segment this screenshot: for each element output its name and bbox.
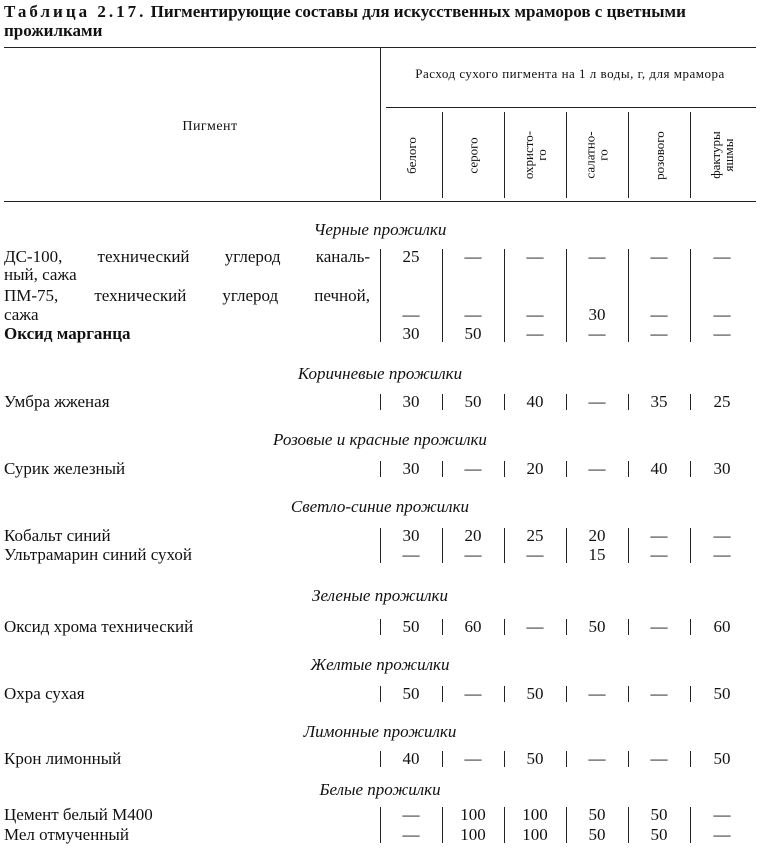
section-title: Розовые и красные прожилки	[273, 430, 487, 449]
column-separator	[628, 394, 629, 410]
value-cell: —	[588, 684, 606, 703]
column-header-label: розового	[651, 130, 667, 180]
section-title: Коричневые прожилки	[297, 364, 463, 383]
column-separator	[442, 686, 443, 702]
section-title: Лимонные прожилки	[303, 722, 457, 741]
column-separator	[380, 528, 381, 563]
value-cell: 30	[402, 526, 420, 545]
value-cell: —	[402, 545, 420, 564]
column-separator	[628, 807, 629, 843]
column-separator	[442, 807, 443, 843]
column-header	[692, 112, 752, 198]
value-cell: —	[526, 324, 544, 343]
value-cell: 30	[588, 305, 606, 324]
value-cell: 20	[526, 459, 544, 478]
column-separator	[380, 751, 381, 767]
value-cell: 50	[464, 392, 482, 411]
value-cell: 15	[588, 545, 606, 564]
value-cell: —	[464, 684, 482, 703]
column-separator	[690, 686, 691, 702]
column-separator	[566, 619, 567, 635]
column-header	[629, 112, 689, 198]
column-divider	[690, 112, 691, 198]
consumption-group-header: Расход сухого пигмента на 1 л воды, г, для мрамора	[415, 66, 725, 81]
column-separator	[628, 619, 629, 635]
value-cell: 100	[522, 825, 548, 844]
column-separator	[504, 751, 505, 767]
value-cell: 25	[713, 392, 731, 411]
pigment-name: Оксид хрома технический	[4, 617, 194, 636]
column-header-label: охристо- го	[521, 130, 549, 180]
value-cell: 50	[402, 617, 420, 636]
value-cell: 60	[464, 617, 482, 636]
column-divider	[566, 112, 567, 198]
value-cell: —	[713, 305, 731, 324]
pigment-name: ДС-100, технический углерод каналь-	[4, 247, 370, 266]
value-cell: 50	[464, 324, 482, 343]
value-cell: —	[588, 749, 606, 768]
column-header-label: серого	[465, 136, 481, 174]
column-separator	[504, 528, 505, 563]
column-header	[381, 112, 441, 198]
pigment-name: Умбра жженая	[4, 392, 110, 411]
value-cell: —	[464, 545, 482, 564]
pigment-name: ный, сажа	[4, 265, 77, 284]
value-cell: —	[588, 324, 606, 343]
pigment-name: Кобальт синий	[4, 526, 111, 545]
column-separator	[628, 686, 629, 702]
table-number: Таблица 2.17.	[4, 2, 147, 21]
value-cell: —	[713, 545, 731, 564]
column-separator	[380, 461, 381, 477]
column-separator	[442, 751, 443, 767]
column-separator	[380, 394, 381, 410]
column-separator	[504, 461, 505, 477]
value-cell: —	[650, 684, 668, 703]
column-header-label: салатно- го	[582, 131, 611, 179]
pigment-name: Оксид марганца	[4, 324, 131, 343]
value-cell: —	[526, 617, 544, 636]
column-divider	[442, 112, 443, 198]
value-cell: 50	[650, 805, 668, 824]
column-separator	[690, 394, 691, 410]
value-cell: —	[402, 305, 420, 324]
value-cell: —	[526, 247, 544, 266]
column-separator	[442, 249, 443, 342]
value-cell: —	[588, 392, 606, 411]
pigment-name: Ультрамарин синий сухой	[4, 545, 192, 564]
value-cell: 100	[460, 825, 486, 844]
column-separator	[504, 619, 505, 635]
pigment-name: Охра сухая	[4, 684, 85, 703]
value-cell: —	[588, 459, 606, 478]
column-separator	[690, 461, 691, 477]
value-cell: 25	[526, 526, 544, 545]
value-cell: 100	[522, 805, 548, 824]
column-header	[505, 112, 565, 198]
column-separator	[628, 249, 629, 342]
column-separator	[442, 394, 443, 410]
column-separator	[380, 249, 381, 342]
pigment-column-header: Пигмент	[182, 119, 238, 134]
column-separator	[504, 686, 505, 702]
column-header	[443, 112, 503, 198]
value-cell: 50	[713, 684, 731, 703]
value-cell: 40	[402, 749, 420, 768]
pigment-name: Мел отмученный	[4, 825, 129, 844]
value-cell: —	[588, 247, 606, 266]
column-header-label: белого	[403, 136, 419, 174]
value-cell: —	[464, 749, 482, 768]
column-separator	[690, 619, 691, 635]
value-cell: —	[650, 324, 668, 343]
value-cell: —	[464, 459, 482, 478]
value-cell: —	[713, 324, 731, 343]
column-divider	[504, 112, 505, 198]
section-title: Зеленые прожилки	[312, 586, 448, 605]
group-underline	[386, 107, 756, 108]
column-separator	[566, 686, 567, 702]
column-separator	[690, 249, 691, 342]
value-cell: —	[526, 305, 544, 324]
value-cell: 50	[402, 684, 420, 703]
value-cell: 50	[588, 825, 606, 844]
value-cell: —	[650, 545, 668, 564]
value-cell: 40	[526, 392, 544, 411]
column-separator	[380, 619, 381, 635]
section-title: Белые прожилки	[319, 780, 441, 799]
column-divider	[628, 112, 629, 198]
value-cell: 30	[402, 459, 420, 478]
value-cell: —	[526, 545, 544, 564]
value-cell: 30	[402, 324, 420, 343]
pigment-name: Крон лимонный	[4, 749, 122, 768]
pigment-name: Цемент белый М400	[4, 805, 153, 824]
value-cell: 60	[713, 617, 731, 636]
header-bottom-rule	[4, 201, 756, 202]
value-cell: 50	[650, 825, 668, 844]
column-separator	[442, 619, 443, 635]
pigment-name: ПМ-75, технический углерод печной,	[4, 286, 370, 305]
value-cell: 25	[402, 247, 420, 266]
column-separator	[380, 686, 381, 702]
value-cell: —	[650, 526, 668, 545]
value-cell: 50	[526, 749, 544, 768]
column-separator	[628, 461, 629, 477]
value-cell: —	[402, 805, 420, 824]
value-cell: 30	[402, 392, 420, 411]
column-separator	[628, 528, 629, 563]
value-cell: —	[650, 749, 668, 768]
column-separator	[504, 394, 505, 410]
value-cell: 20	[464, 526, 482, 545]
value-cell: —	[464, 247, 482, 266]
value-cell: 50	[713, 749, 731, 768]
column-separator	[566, 807, 567, 843]
column-separator	[442, 528, 443, 563]
column-separator	[566, 528, 567, 563]
column-separator	[566, 394, 567, 410]
value-cell: —	[713, 247, 731, 266]
value-cell: —	[402, 825, 420, 844]
column-separator	[504, 807, 505, 843]
value-cell: 50	[526, 684, 544, 703]
value-cell: 30	[713, 459, 731, 478]
value-cell: —	[713, 526, 731, 545]
column-separator	[690, 528, 691, 563]
value-cell: —	[713, 825, 731, 844]
value-cell: 40	[650, 459, 668, 478]
pigment-name: Сурик железный	[4, 459, 126, 478]
value-cell: 35	[650, 392, 668, 411]
pigment-name: сажа	[4, 305, 39, 324]
column-separator	[690, 751, 691, 767]
column-separator	[566, 249, 567, 342]
value-cell: —	[650, 247, 668, 266]
value-cell: 50	[588, 617, 606, 636]
column-separator	[504, 249, 505, 342]
table-title	[4, 2, 756, 40]
column-separator	[628, 751, 629, 767]
section-title: Черные прожилки	[313, 220, 447, 239]
column-separator	[566, 751, 567, 767]
value-cell: —	[650, 617, 668, 636]
column-header-label: фактуры яшмы	[708, 131, 736, 179]
value-cell: —	[713, 805, 731, 824]
column-separator	[442, 461, 443, 477]
value-cell: 20	[588, 526, 606, 545]
value-cell: —	[464, 305, 482, 324]
column-header	[567, 112, 627, 198]
section-title: Светло-синие прожилки	[290, 497, 470, 516]
column-separator	[566, 461, 567, 477]
column-separator	[690, 807, 691, 843]
table-caption: Пигментирующие составы для искусственных мраморов с цветными прожилками	[4, 2, 686, 40]
column-separator	[380, 807, 381, 843]
value-cell: 50	[588, 805, 606, 824]
section-title: Желтые прожилки	[310, 655, 450, 674]
value-cell: 100	[460, 805, 486, 824]
value-cell: —	[650, 305, 668, 324]
